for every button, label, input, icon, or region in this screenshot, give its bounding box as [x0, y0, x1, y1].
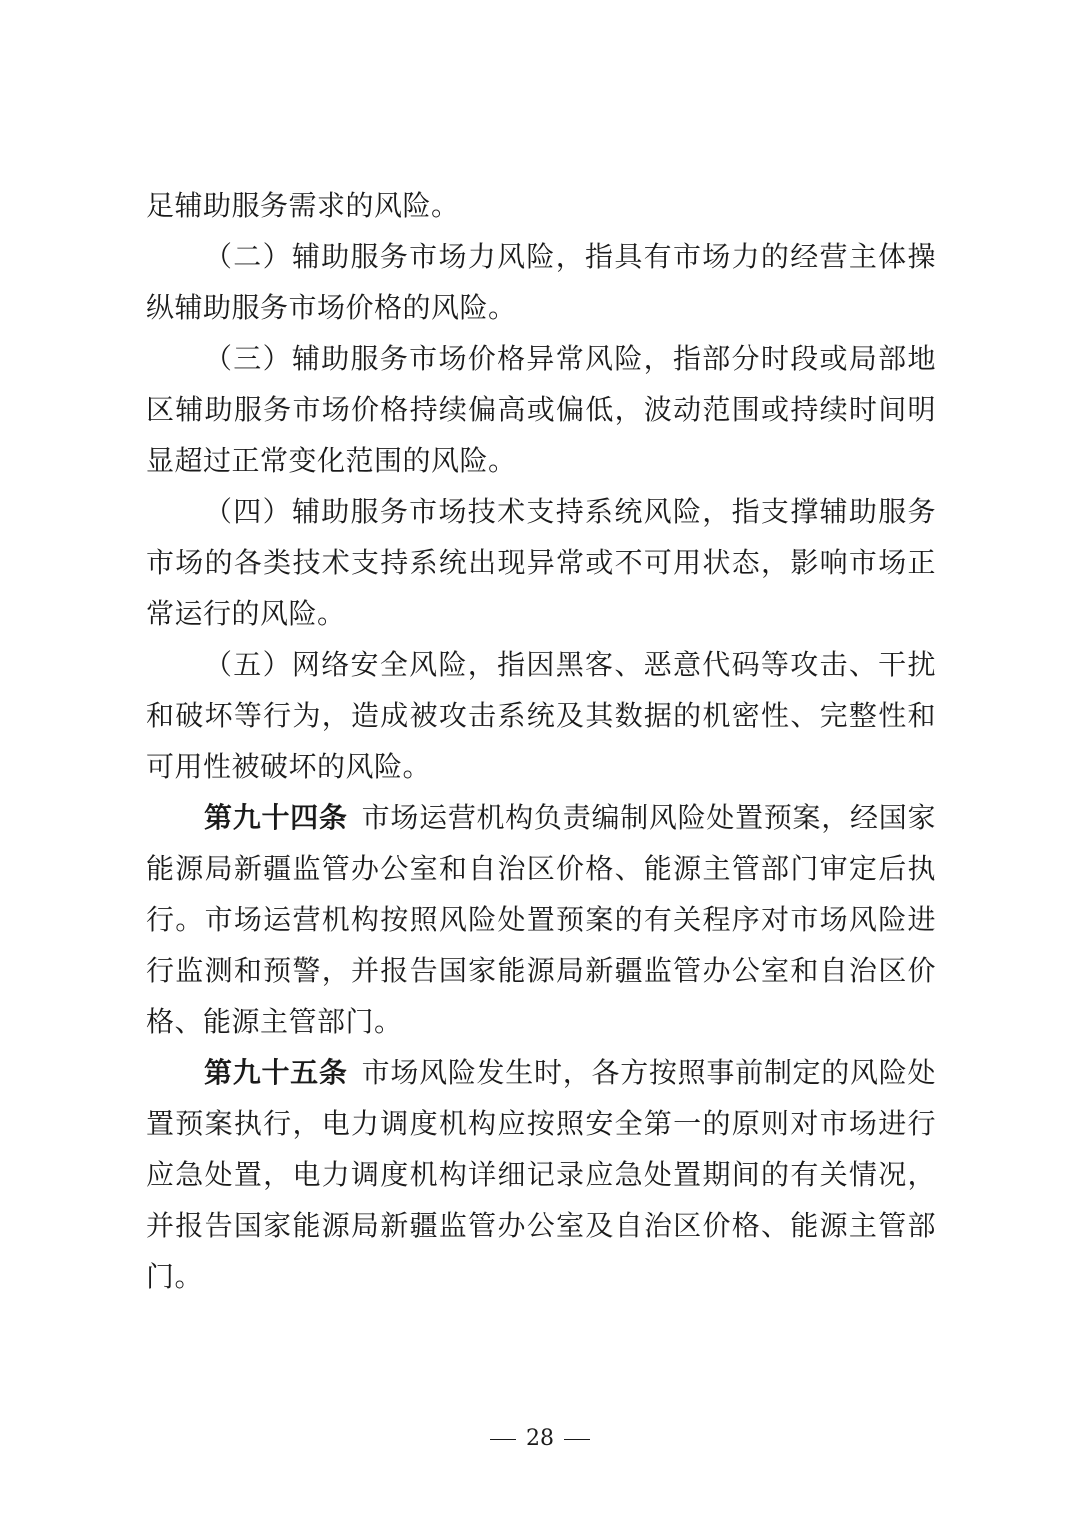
text-line: 门。 [146, 1260, 204, 1293]
text-line: 格、能源主管部门。 [146, 1005, 403, 1038]
text-line: 显超过正常变化范围的风险。 [146, 444, 517, 477]
dash-right [564, 1439, 590, 1440]
dash-left [490, 1439, 516, 1440]
text-line: （五）网络安全风险，指因黑客、恶意代码等攻击、干扰 [204, 648, 936, 681]
text-line: 应急处置，电力调度机构详细记录应急处置期间的有关情况， [146, 1158, 936, 1191]
text-line: 和破坏等行为，造成被攻击系统及其数据的机密性、完整性和 [146, 699, 936, 732]
text-line: 足辅助服务需求的风险。 [146, 189, 460, 222]
text-line: 可用性被破坏的风险。 [146, 750, 432, 783]
text-line: 行监测和预警，并报告国家能源局新疆监管办公室和自治区价 [146, 954, 936, 987]
page-footer [0, 1422, 1080, 1456]
document-body [146, 180, 936, 1302]
article-95-first-line [146, 1047, 936, 1098]
text-line: 市场的各类技术支持系统出现异常或不可用状态，影响市场正 [146, 546, 936, 579]
text-line: 置预案执行，电力调度机构应按照安全第一的原则对市场进行 [146, 1107, 936, 1140]
page-number: 28 [526, 1426, 554, 1451]
text-line: （二）辅助服务市场力风险，指具有市场力的经营主体操 [204, 240, 936, 273]
article-94-text: 市场运营机构负责编制风险处置预案，经国家 [361, 801, 936, 834]
text-line: 常运行的风险。 [146, 597, 346, 630]
text-line: （三）辅助服务市场价格异常风险，指部分时段或局部地 [204, 342, 936, 375]
article-95-heading: 第九十五条 [204, 1056, 348, 1089]
article-94-heading: 第九十四条 [204, 801, 348, 834]
text-line: 能源局新疆监管办公室和自治区价格、能源主管部门审定后执 [146, 852, 936, 885]
text-line: 并报告国家能源局新疆监管办公室及自治区价格、能源主管部 [146, 1209, 936, 1242]
article-94-first-line [146, 792, 936, 843]
text-line: （四）辅助服务市场技术支持系统风险，指支撑辅助服务 [204, 495, 936, 528]
text-line: 区辅助服务市场价格持续偏高或偏低，波动范围或持续时间明 [146, 393, 936, 426]
article-95-text: 市场风险发生时，各方按照事前制定的风险处 [361, 1056, 936, 1089]
text-line: 行。市场运营机构按照风险处置预案的有关程序对市场风险进 [146, 903, 936, 936]
text-line: 纵辅助服务市场价格的风险。 [146, 291, 517, 324]
